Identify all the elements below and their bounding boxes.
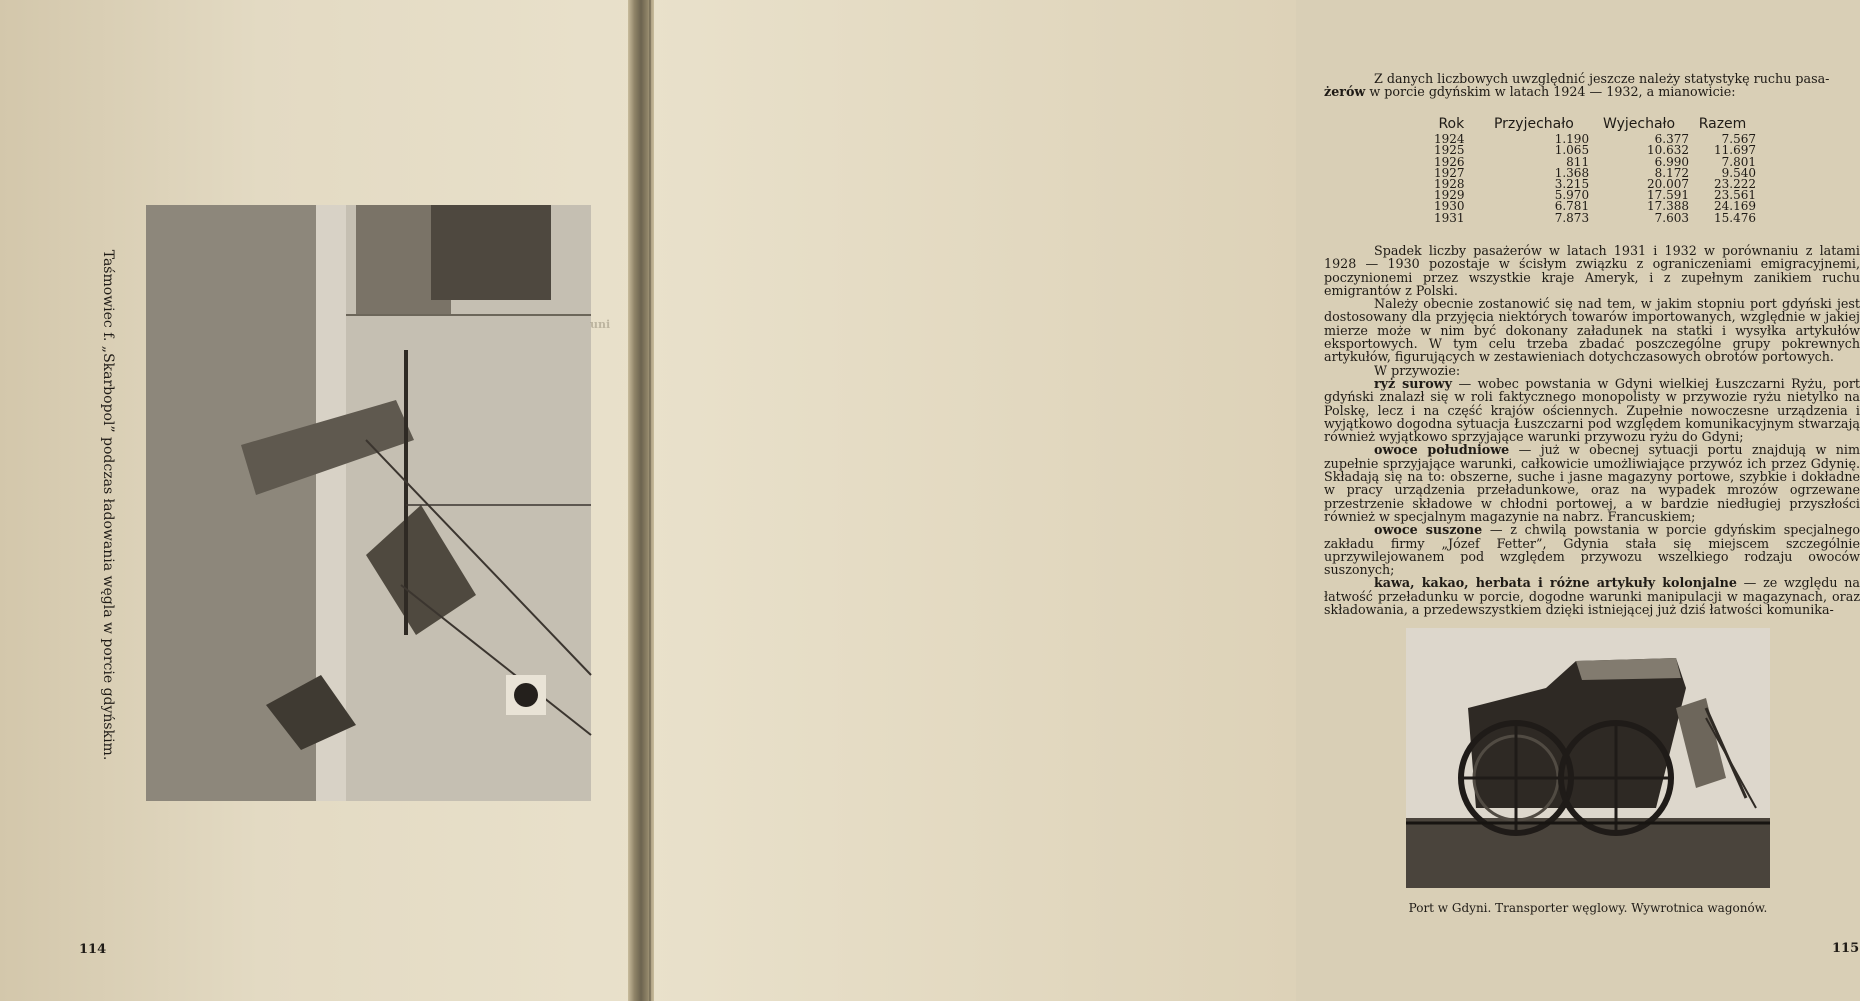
table-cell: 5.970 — [1554, 188, 1590, 203]
photo-wagon-tipper-illustration — [1406, 628, 1770, 888]
table-cell: 1929 — [1434, 188, 1465, 203]
term-owoce-poludniowe: owoce południowe — [1374, 442, 1510, 458]
right-photo-caption: Port w Gdyni. Transporter węglowy. Wywrotnica wagonów. — [1408, 901, 1768, 915]
paragraph: Spadek liczby pasażerów w latach 1931 i 1932 w porównaniu z latami 1928 — 1930 pozostaje w ścisłym związku z ograniczeniami emigracyjnemi, poczynionemi przez wszystkie kraje Ameryk, i z zupełnym zanikiem ruchu emigrantów z Polski. — [1324, 243, 1860, 298]
table-cell: 9.540 — [1721, 165, 1756, 180]
table-row — [1424, 157, 1756, 168]
table-cell: 23.561 — [1714, 188, 1756, 203]
table-cell: 20.007 — [1647, 177, 1690, 192]
table-header-total: Razem — [1698, 116, 1747, 132]
paragraph — [1324, 523, 1860, 576]
left-photo-caption: Taśmowiec f. „Skarbopol” podczas ładowania węgla w porcie gdyńskim. — [100, 249, 116, 761]
table-cell: 1931 — [1434, 210, 1465, 225]
term-owoce-suszone: owoce suszone — [1374, 522, 1483, 538]
term-kawa-kakao: kawa, kakao, herbata i różne artykuły kolonjalne — [1374, 575, 1737, 591]
table-header-row — [1424, 118, 1756, 134]
paragraph-text: — ze względu na łatwość przeładunku w porcie, dogodne warunki manipulacji w magazynach, oraz składowania, a przedewszystkiem dzięki istniejącej już dziś łatwości komunika- — [1324, 575, 1860, 618]
intro-line-2-rest: w porcie gdyńskim w latach 1924 — 1932, a mianowicie: — [1365, 84, 1736, 100]
table-row — [1424, 134, 1756, 145]
intro-line-2 — [1324, 85, 1860, 98]
main-text — [1324, 244, 1860, 616]
paragraph-text: — już w obecnej sytuacji portu znajdują w nim zupełnie sprzyjające warunki, całkowicie umożliwiające przywóz ich przez Gdynię. Składają się na to: obszerne, suche i jasne magazyny portowe, szybkie i dokładne w pracy urządzenia przeładunkowe, oraz na wypadek mrozów ogrzewane przestrzenie składowe w chłodni portowej, a w bardzie niedługiej przyszłości również w specjalnym magazynie na nabrz. Francuskiem; — [1324, 442, 1860, 524]
table-cell: 6.990 — [1654, 154, 1690, 169]
paragraph — [1324, 443, 1860, 523]
paragraph-text: — z chwilą powstania w porcie gdyńskim specjalnego zakładu firmy „Józef Fetter”, Gdynia stała się miejscem szczególnie uprzywilejowanem pod względem przywozu wszelkiego rodzaju owoców suszonych; — [1324, 522, 1860, 578]
right-page — [654, 0, 1860, 1001]
table-cell: 6.781 — [1554, 199, 1590, 214]
intro-paragraph — [1324, 72, 1860, 99]
table-cell: 7.873 — [1554, 210, 1590, 225]
table-cell: 24.169 — [1714, 199, 1756, 214]
photo-coal-loader — [146, 205, 591, 801]
book-gutter — [628, 0, 654, 1001]
table-header-departed: Wyjechało — [1603, 116, 1676, 132]
table-cell: 6.377 — [1654, 132, 1690, 147]
table-cell: 811 — [1566, 154, 1590, 169]
passenger-stats-table — [1424, 118, 1756, 224]
page-number-left: 114 — [79, 942, 107, 957]
table-cell: 17.388 — [1647, 199, 1690, 214]
table-row — [1424, 190, 1756, 201]
table-cell: 1.190 — [1554, 132, 1590, 147]
table-cell: 17.591 — [1647, 188, 1690, 203]
intro-line-2-bold: żerów — [1324, 84, 1366, 100]
paragraph: Należy obecnie zostanowić się nad tem, w jakim stopniu port gdyński jest dostosowany dla przyjęcia niektórych towarów importowanych, względnie w jakiej mierze może w nim być dokonany załadunek na statki i wysyłka artykułów eksportowych. W tym celu trzeba zbadać poszczególne grupy pokrewnych artykułów, figurujących w zestawieniach dotychczasowych obrotów portowych. — [1324, 296, 1860, 365]
table-header-year: Rok — [1438, 116, 1465, 132]
table-cell: 1926 — [1434, 154, 1465, 169]
table-cell: 7.603 — [1654, 210, 1690, 225]
photo-wagon-tipper — [1406, 628, 1770, 888]
photo-coal-loader-illustration — [146, 205, 591, 801]
table-cell: 15.476 — [1714, 210, 1756, 225]
page-number-right: 115 — [1832, 941, 1860, 956]
table-row — [1424, 179, 1756, 190]
table-row — [1424, 145, 1756, 156]
table-cell: 7.801 — [1721, 154, 1756, 169]
table-cell: 11.697 — [1714, 143, 1756, 158]
table-cell: 1.368 — [1554, 165, 1590, 180]
paragraph-text: — wobec powstania w Gdyni wielkiej Łuszczarni Ryżu, port gdyński znalazł się w roli faktycznego monopolisty w przywozie ryżu nietylko na Polskę, lecz i na część krajów ościennych. Zupełnie nowoczesne urządzenia i wyjątkowo dogodna sytuacja Łuszczarni pod względem komunikacyjnym stwarzają również wyjątkowo sprzyjające warunki przywozu ryżu do Gdyni; — [1324, 375, 1860, 445]
term-ryz-surowy: ryż surowy — [1374, 375, 1452, 391]
table-cell: 7.567 — [1721, 132, 1756, 147]
table-cell: 8.172 — [1654, 165, 1690, 180]
table-cell: 1927 — [1434, 165, 1465, 180]
table-row — [1424, 201, 1756, 212]
table-cell: 1930 — [1434, 199, 1465, 214]
bleed-through-text: uni — [590, 318, 611, 331]
table-cell: 1925 — [1434, 143, 1465, 158]
table-header-arrived: Przyjechało — [1493, 116, 1574, 132]
table-cell: 10.632 — [1647, 143, 1690, 158]
table-cell: 1.065 — [1554, 143, 1590, 158]
table-cell: 23.222 — [1714, 177, 1756, 192]
passenger-table — [1424, 118, 1756, 240]
table-cell: 1928 — [1434, 177, 1465, 192]
paragraph: W przywozie: — [1374, 362, 1461, 378]
table-cell: 1924 — [1434, 132, 1465, 147]
left-page — [0, 0, 628, 1001]
paragraph — [1324, 377, 1860, 443]
paragraph — [1324, 576, 1860, 616]
table-row — [1424, 168, 1756, 179]
intro-line-1: Z danych liczbowych uwzględnić jeszcze należy statystykę ruchu pasa- — [1374, 71, 1830, 86]
table-cell: 3.215 — [1554, 177, 1590, 192]
table-row — [1424, 213, 1756, 224]
